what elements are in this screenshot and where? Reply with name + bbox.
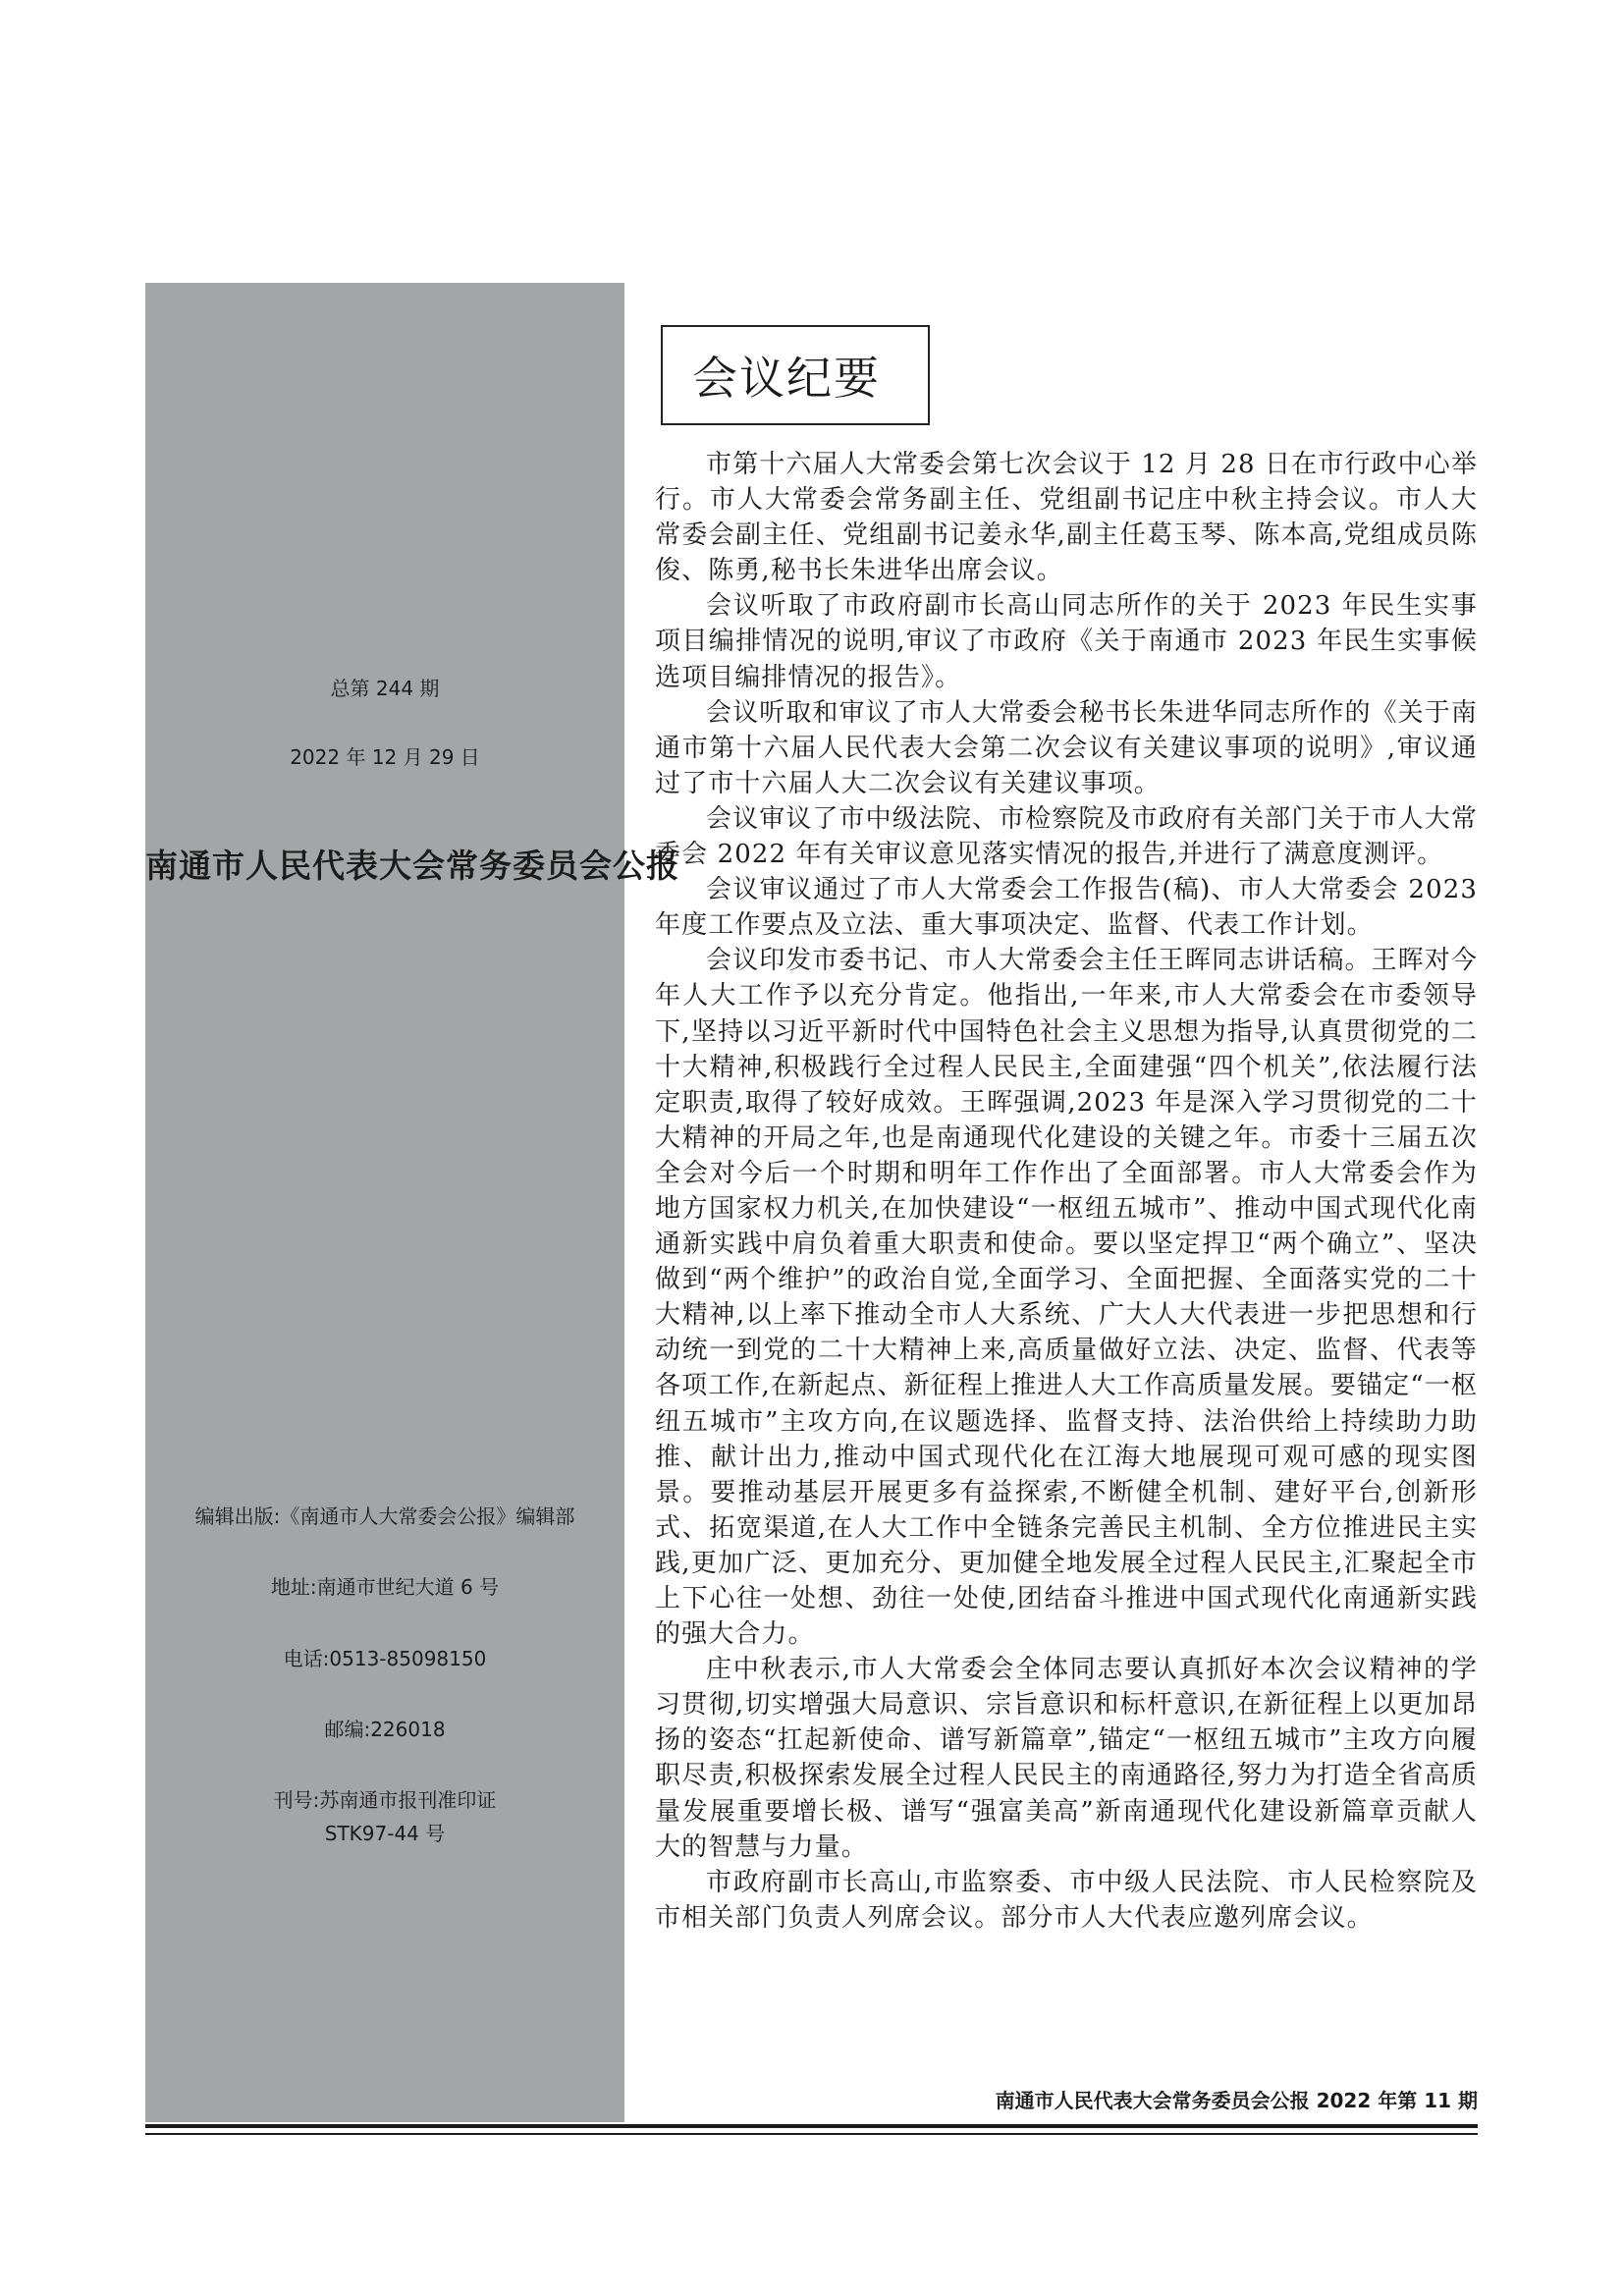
footer-rule-thin	[145, 2133, 1478, 2135]
paragraph: 会议审议通过了市人大常委会工作报告(稿)、市人大常委会 2023 年度工作要点及立法、重大事项决定、监督、代表工作计划。	[655, 875, 1478, 941]
issue-total-number: 总第 244 期	[330, 677, 440, 700]
page-footer: 南通市人民代表大会常务委员会公报 2022 年第 11 期	[995, 2089, 1478, 2112]
paragraph: 会议听取和审议了市人大常委会秘书长朱进华同志所作的《关于南通市第十六届人民代表大会第二次会议有关建议事项的说明》,审议通过了市十六届人大二次会议有关建议事项。	[655, 697, 1478, 798]
footer-rule-thick	[145, 2124, 1478, 2128]
paragraph: 市政府副市长高山,市监察委、市中级人民法院、市人民检察院及市相关部门负责人列席会议。部分市人大代表应邀列席会议。	[655, 1867, 1478, 1933]
paragraph: 市第十六届人大常委会第七次会议于 12 月 28 日在市行政中心举行。市人大常委会常务副主任、党组副书记庄中秋主持会议。市人大常委会副主任、党组副书记姜永华,副主任葛玉琴、陈本高,党组成员陈俊、陈勇,秘书长朱进华出席会议。	[655, 450, 1478, 586]
paragraph: 会议印发市委书记、市人大常委会主任王晖同志讲话稿。王晖对今年人大工作予以充分肯定。他指出,一年来,市人大常委会在市委领导下,坚持以习近平新时代中国特色社会主义思想为指导,认真贯彻党的二十大精神,积极践行全过程人民民主,全面建强“四个机关”,依法履行法定职责,取得了较好成效。王晖强调,2023 年是深入学习贯彻党的二十大精神的开局之年,也是南通现代化建设的关键之年。市委十三届五次全会对今后一个时期和明年工作作出了全面部署。市人大常委会作为地方国家权力机关,在加快建设“一枢纽五城市”、推动中国式现代化南通新实践中肩负着重大职责和使命。要以坚定捍卫“两个确立”、坚决做到“两个维护”的政治自觉,全面学习、全面把握、全面落实党的二十大精神,以上率下推动全市人大系统、广大人大代表进一步把思想和行动统一到党的二十大精神上来,高质量做好立法、决定、监督、代表等各项工作,在新起点、新征程上推进人大工作高质量发展。要锚定“一枢纽五城市”主攻方向,在议题选择、监督支持、法治供给上持续助力助推、献计出力,推动中国式现代化在江海大地展现可观可感的现实图景。要推动基层开展更多有益探索,不断健全机制、建好平台,创新形式、拓宽渠道,在人大工作中全链条完善民主机制、全方位推进民主实践,更加广泛、更加充分、更加健全地发展全过程人民民主,汇聚起全市上下心往一处想、劲往一处使,团结奋斗推进中国式现代化南通新实践的强大合力。	[655, 946, 1478, 1650]
gazette-title: 南通市人民代表大会常务委员会公报	[145, 847, 679, 885]
phone-info: 电话:0513-85098150	[283, 1647, 487, 1670]
editor-info: 编辑出版:《南通市人大常委会公报》编辑部	[194, 1504, 575, 1528]
license-info-line1: 刊号:苏南通市报刊准印证	[273, 1788, 497, 1812]
sidebar-panel	[145, 283, 679, 2122]
address-info: 地址:南通市世纪大道 6 号	[270, 1575, 500, 1599]
paragraph: 会议审议了市中级法院、市检察院及市政府有关部门关于市人大常委会 2022 年有关审议意见落实情况的报告,并进行了满意度测评。	[655, 803, 1478, 870]
article-body	[655, 447, 1478, 1936]
section-title: 会议纪要	[692, 352, 881, 405]
paragraph: 庄中秋表示,市人大常委会全体同志要认真抓好本次会议精神的学习贯彻,切实增强大局意识、宗旨意识和标杆意识,在新征程上以更加昂扬的姿态“扛起新使命、谱写新篇章”,锚定“一枢纽五城市”主攻方向履职尽责,积极探索发展全过程人民民主的南通路径,努力为打造全省高质量发展重要增长极、谱写“强富美高”新南通现代化建设新篇章贡献人大的智慧与力量。	[655, 1655, 1478, 1862]
publication-date: 2022 年 12 月 29 日	[290, 745, 480, 769]
postcode-info: 邮编:226018	[324, 1718, 446, 1741]
license-info-line2: STK97-44 号	[324, 1822, 446, 1845]
section-heading-box	[661, 325, 930, 425]
paragraph: 会议听取了市政府副市长高山同志所作的关于 2023 年民生实事项目编排情况的说明,审议了市政府《关于南通市 2023 年民生实事候选项目编排情况的报告》。	[655, 591, 1478, 692]
